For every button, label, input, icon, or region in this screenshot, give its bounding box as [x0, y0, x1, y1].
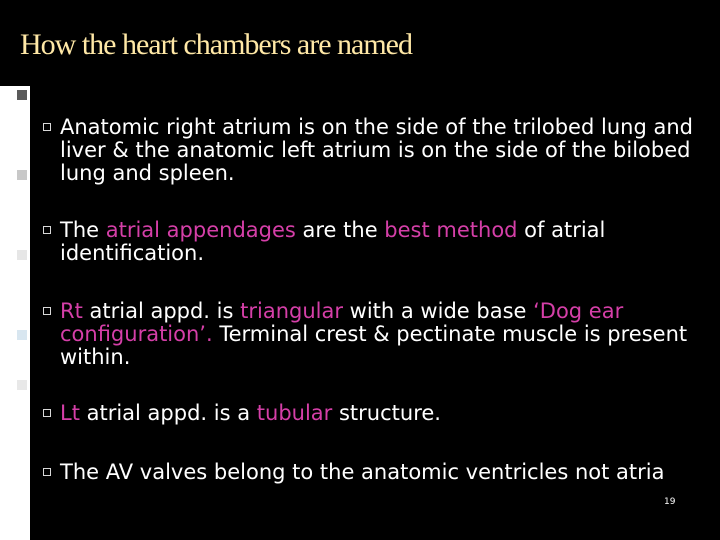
bullet-highlight: tubular [256, 401, 333, 425]
page-number: 19 [664, 497, 676, 507]
bullet-text: Terminal crest & pectinate muscle is present within. [60, 322, 688, 369]
bullet-text: of atrial identification. [60, 218, 606, 265]
bullet-text: atrial appd. is [82, 299, 241, 323]
bullet-item [60, 219, 700, 265]
bullet-text: with a wide base [342, 299, 534, 323]
bullet-text: are the [295, 218, 385, 242]
bullet-highlight: ‘Dog ear configuration’. [60, 299, 624, 346]
bullet-item [60, 300, 700, 369]
strip-square [17, 250, 27, 260]
strip-square [17, 380, 27, 390]
strip-square [17, 330, 27, 340]
bullet-item [60, 402, 700, 425]
strip-square [17, 90, 27, 100]
strip-square [17, 170, 27, 180]
slide-title: How the heart chambers are named [20, 28, 412, 61]
bullet-text: The [60, 218, 106, 242]
bullet-text: atrial appd. is a [79, 401, 257, 425]
bullet-marker-icon [43, 123, 51, 131]
bullet-marker-icon [43, 409, 51, 417]
bullet-item [60, 461, 700, 484]
bullet-marker-icon [43, 307, 51, 315]
bullet-highlight: triangular [240, 299, 343, 323]
bullet-highlight: atrial appendages [105, 218, 296, 242]
bullet-highlight: Rt [60, 299, 83, 323]
bullet-marker-icon [43, 226, 51, 234]
bullet-text: Anatomic right atrium is on the side of the trilobed lung and liver & the anatomic left atrium is on the side of the bilobed lung and spleen. [60, 115, 693, 185]
bullet-marker-icon [43, 468, 51, 476]
bullet-highlight: best method [384, 218, 518, 242]
bullet-text: The AV valves belong to the anatomic ventricles not atria [60, 460, 665, 484]
bullet-text: structure. [332, 401, 441, 425]
bullet-item [60, 116, 700, 185]
bullet-highlight: Lt [60, 401, 80, 425]
